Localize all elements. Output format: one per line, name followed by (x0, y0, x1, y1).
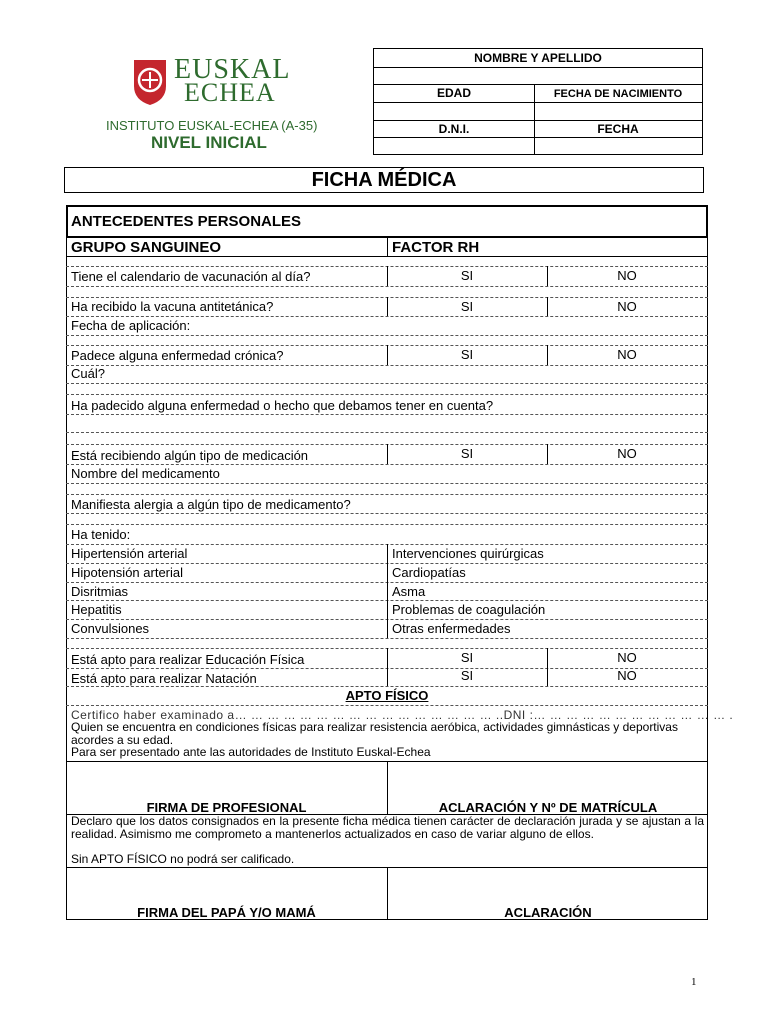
page-number: 1 (691, 976, 697, 988)
chronic-no[interactable]: NO (617, 347, 637, 362)
parent-clarification-field[interactable] (388, 868, 707, 904)
condition-right: Problemas de coagulación (392, 602, 546, 617)
section-header: ANTECEDENTES PERSONALES (71, 213, 302, 230)
vaccination-no[interactable]: NO (617, 268, 637, 283)
question-allergy: Manifiesta alergia a algún tipo de medicamento? (71, 497, 351, 512)
condition-right: Asma (392, 584, 426, 599)
age-field[interactable] (374, 103, 534, 120)
school-logo (130, 56, 300, 106)
question-has-had: Ha tenido: (71, 527, 131, 542)
condition-right: Cardiopatías (392, 565, 466, 580)
professional-signature-field[interactable] (67, 762, 386, 798)
question-application-date: Fecha de aplicación: (71, 318, 191, 333)
institute-name: INSTITUTO EUSKAL-ECHEA (A-35) (106, 118, 318, 133)
page-title: FICHA MÉDICA (311, 169, 457, 191)
age-label: EDAD (436, 86, 471, 100)
clarification-license-label: ACLARACIÓN Y Nº DE MATRÍCULA (438, 800, 658, 815)
dni-field[interactable] (374, 138, 534, 154)
dni-label: D.N.I. (438, 122, 470, 136)
logo-line-2: ECHEA (184, 78, 276, 107)
condition-left: Hipotensión arterial (71, 565, 184, 580)
condition-left: Disritmias (71, 584, 129, 599)
question-vaccination: Tiene el calendario de vacunación al día? (71, 269, 311, 284)
date-label: FECHA (597, 122, 639, 136)
fitness-statement: Quien se encuentra en condiciones físicas para realizar resistencia aeróbica, actividades gimnásticas y deportivas acordes a su edad. (71, 720, 678, 747)
medication-yes[interactable]: SI (460, 446, 474, 461)
blood-group-label: GRUPO SANGUINEO (71, 239, 222, 256)
name-field[interactable] (374, 68, 702, 84)
declaration-text: Declaro que los datos consignados en la presente ficha médica tienen carácter de declaración jurada y se ajustan a la realidad. Asimismo me comprometo a mantenerlos actualizados en caso de variar alguno de ellos. (71, 814, 704, 841)
swimming-yes[interactable]: SI (460, 668, 474, 683)
tetanus-no[interactable]: NO (617, 299, 637, 314)
presented-line: Para ser presentado ante las autoridades de Instituto Euskal-Echea (71, 745, 431, 759)
chronic-yes[interactable]: SI (460, 347, 474, 362)
question-chronic: Padece alguna enfermedad crónica? (71, 348, 284, 363)
medication-no[interactable]: NO (617, 446, 637, 461)
pe-no[interactable]: NO (617, 650, 637, 665)
clarification-label: ACLARACIÓN (504, 905, 592, 920)
question-swimming-fitness: Está apto para realizar Natación (71, 671, 257, 686)
vaccination-yes[interactable]: SI (460, 268, 474, 283)
condition-left: Hipertensión arterial (71, 546, 188, 561)
question-tetanus: Ha recibido la vacuna antitetánica? (71, 299, 274, 314)
swimming-no[interactable]: NO (617, 668, 637, 683)
question-which: Cuál? (71, 366, 105, 381)
emblem-icon (132, 58, 168, 106)
question-past-illness: Ha padecido alguna enfermedad o hecho que debamos tener en cuenta? (71, 398, 494, 413)
logo-line-1: EUSKAL (174, 54, 291, 85)
rh-factor-label: FACTOR RH (392, 239, 480, 256)
birthdate-label: FECHA DE NACIMIENTO (553, 88, 683, 100)
certify-line[interactable]: Certifico haber examinado a… … … … … … … … … … … … … … … … ..DNI :… … … … … … … … … … … … . (71, 708, 734, 722)
name-label: NOMBRE Y APELLIDO (474, 51, 602, 65)
condition-right: Otras enfermedades (392, 621, 511, 636)
parent-signature-field[interactable] (67, 868, 386, 904)
question-pe-fitness: Está apto para realizar Educación Física (71, 652, 305, 667)
question-medication-name: Nombre del medicamento (71, 466, 220, 481)
tetanus-yes[interactable]: SI (460, 299, 474, 314)
birthdate-field[interactable] (535, 103, 702, 120)
level-label: NIVEL INICIAL (151, 133, 267, 152)
pe-yes[interactable]: SI (460, 650, 474, 665)
condition-left: Convulsiones (71, 621, 150, 636)
parent-signature-label: FIRMA DEL PAPÁ Y/O MAMÁ (137, 905, 316, 920)
question-medication: Está recibiendo algún tipo de medicación (71, 448, 309, 463)
identification-box (373, 48, 703, 155)
professional-clarification-field[interactable] (388, 762, 707, 798)
apto-fisico-title: APTO FÍSICO (345, 688, 429, 703)
title-box (64, 167, 704, 193)
condition-right: Intervenciones quirúrgicas (392, 546, 544, 561)
date-field[interactable] (535, 138, 702, 154)
declaration-note: Sin APTO FÍSICO no podrá ser calificado. (71, 852, 295, 866)
professional-signature-label: FIRMA DE PROFESIONAL (146, 800, 307, 815)
condition-left: Hepatitis (71, 602, 122, 617)
